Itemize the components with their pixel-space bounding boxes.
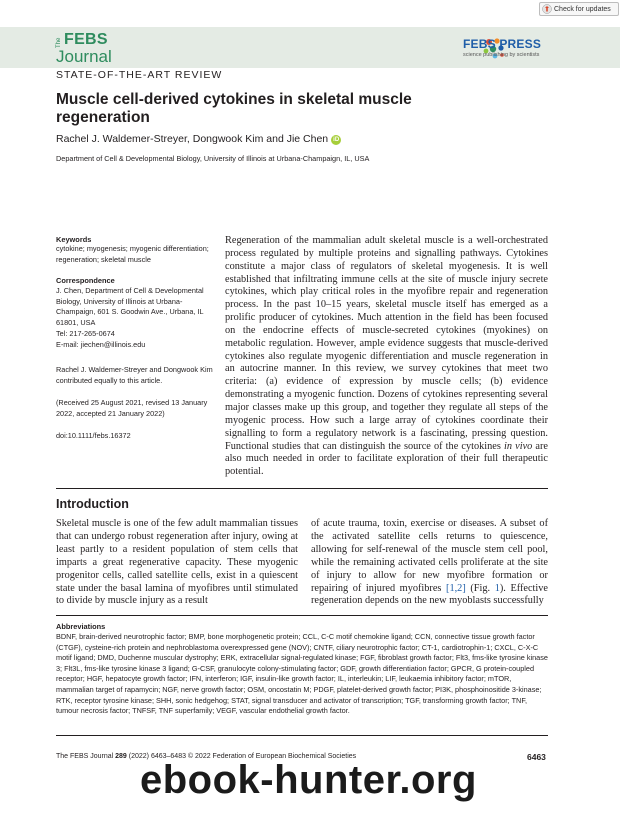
abbreviations-heading: Abbreviations xyxy=(56,622,106,631)
journal-logo-journal: Journal xyxy=(56,47,112,66)
abstract-text-2: are also much needed in order to facilitate exploration of their full therapeutic potential. xyxy=(225,440,549,478)
article-type: STATE-OF-THE-ART REVIEW xyxy=(56,69,223,81)
keywords-heading: Keywords xyxy=(56,235,92,244)
footer-journal: The FEBS Journal xyxy=(56,753,116,760)
affiliation: Department of Cell & Developmental Biology, University of Illinois at Urbana-Champaign, IL, USA xyxy=(56,154,370,163)
journal-logo-the: The xyxy=(56,37,62,48)
orcid-icon[interactable]: iD xyxy=(333,137,340,143)
update-badge-icon xyxy=(542,4,552,14)
footer-volume: 289 xyxy=(115,753,127,760)
check-for-updates-button[interactable] xyxy=(539,2,619,16)
watermark: ebook-hunter.org xyxy=(140,758,477,802)
introduction-column-1: Skeletal muscle is one of the few adult mammalian tissues that can undergo robust regeneration after injury, owing at least partly to a resident population of stem cells that imparts a great regenerative capacity. These myogenic progenitor cells, called satellite cells, exist in a quiescent state under the basal lamina of myofibres until stimulated to divide by muscle injury as a result xyxy=(56,518,298,607)
equal-contribution-note: Rachel J. Waldemer-Streyer and Dongwook Kim contributed equally to this article. xyxy=(56,365,213,385)
introduction-column-2 xyxy=(311,518,548,608)
correspondence-heading: Correspondence xyxy=(56,276,115,285)
received-dates: (Received 25 August 2021, revised 13 January 2022, accepted 21 January 2022) xyxy=(56,398,208,418)
febs-press-name: FEBS PRESS xyxy=(463,37,542,51)
abstract xyxy=(225,235,548,479)
article-title: Muscle cell-derived cytokines in skeletal muscle regeneration xyxy=(56,91,412,126)
author-list xyxy=(56,133,341,145)
journal-logo-febs: FEBS xyxy=(64,31,108,48)
footer-divider xyxy=(56,735,548,736)
abstract-italic: in vivo xyxy=(504,440,533,452)
correspondence-block xyxy=(56,286,221,350)
intro-col2-text-b: (Fig. xyxy=(465,582,495,594)
introduction-heading: Introduction xyxy=(56,497,129,511)
intro-col2-text-c: ). Effective regeneration depends on the new myoblasts successfully xyxy=(311,582,548,607)
correspondence-tel: Tel: 217-265-0674 xyxy=(56,328,115,338)
figure-link[interactable]: 1 xyxy=(494,582,500,594)
check-for-updates-label: Check for updates xyxy=(554,6,611,13)
authors-text: Rachel J. Waldemer-Streyer, Dongwook Kim and Jie Chen xyxy=(56,133,329,145)
correspondence-address: J. Chen, Department of Cell & Developmental Biology, University of Illinois at Urbana-Champaign, 601 S. Goodwin Ave., Urbana, IL 61801, USA xyxy=(56,286,204,328)
intro-col2-text-a: of acute trauma, toxin, exercise or diseases. A subset of the activated satellite cells returns to quiescence, allowing for self-renewal of the muscle stem cell pool, while the remaining activated cells proliferate at the site of injury to allow for new myofibre formation or repairing of injured myofibres xyxy=(311,518,548,594)
keywords-list: cytokine; myogenesis; myogenic differentiation; regeneration; skeletal muscle xyxy=(56,244,209,264)
footer-pages: (2022) 6463–6483 © 2022 Federation of European Biochemical Societies xyxy=(126,753,357,760)
page-number: 6463 xyxy=(527,752,546,762)
correspondence-email[interactable]: E-mail: jiechen@illinois.edu xyxy=(56,339,146,349)
section-divider xyxy=(56,488,548,489)
febs-press-tagline: science publishing by scientists xyxy=(463,52,540,58)
citation-link[interactable]: [1,2] xyxy=(446,582,466,594)
doi-link[interactable]: doi:10.1111/febs.16372 xyxy=(56,431,131,440)
abbreviations-divider xyxy=(56,615,548,616)
abstract-text-1: Regeneration of the mammalian adult skeletal muscle is a well-orchestrated process regulated by multiple proteins and signalling pathways. Cytokines constitute a major class of regulators of skeletal myogenesis. It is well established that infiltrating immune cells at the site of muscle injury secrete cytokines, which play critical roles in the myofibre repair and regeneration process. In the past 10–15 years, skeletal muscle itself has emerged as a prolific producer of cytokines. Much attention in the field has been focused on the endocrine effects of muscle-secreted cytokines (myokines) on metabolic regulation. However, ample evidence suggests that muscle-derived cytokines also regulate myogenic differentiation and muscle regeneration in an autocrine manner. In this review, we survey cytokines that meet two criteria: (a) evidence of expression by muscle cells; (b) evidence demonstrating a myogenic function. Dozens of cytokines representing several major classes make up this group, and together they regulate all steps of the myogenic process. How such a large array of cytokines coordinate their signalling to form a regulatory network is a fascinating, pressing question. Functional studies that can distinguish the source of the cytokines xyxy=(225,235,548,452)
abbreviations-text: BDNF, brain-derived neurotrophic factor; BMP, bone morphogenetic protein; CCL, C-C motif chemokine ligand; CCN, connective tissue growth factor (CTGF), cysteine-rich protein and nephroblastoma overexpressed gene (NOV); CNTF, ciliary neurotrophic factor; CT-1, cardiotrophin-1; CXCL, C-X-C motif ligand; DMD, Duchenne muscular dystrophy; ERK, extracellular signal-regulated kinase; FGF, fibroblast growth factor; Flt3, fms-like tyrosine kinase 3; Flt3L, fms-like tyrosine kinase 3 ligand; G-CSF, granulocyte colony-stimulating factor; GDF, growth differentiation factor; GPCR, G protein-coupled receptor; HGF, hepatocyte growth factor; IFN, interferon; IGF, insulin-like growth factor; IL, interleukin; LIF, leukaemia inhibitory factor; mTOR, mammalian target of rapamycin; NGF, nerve growth factor; OSM, oncostatin M; PDGF, platelet-derived growth factor; PI3K, phosphoinositide 3-kinase; RTK, receptor tyrosine kinase; SHH, sonic hedgehog; STAT, signal transducer and activator of transcription; TGF, transforming growth factor; TNF, tumour necrosis factor; TNFSF, TNF superfamily; VEGF, vascular endothelial growth factor. xyxy=(56,632,548,716)
